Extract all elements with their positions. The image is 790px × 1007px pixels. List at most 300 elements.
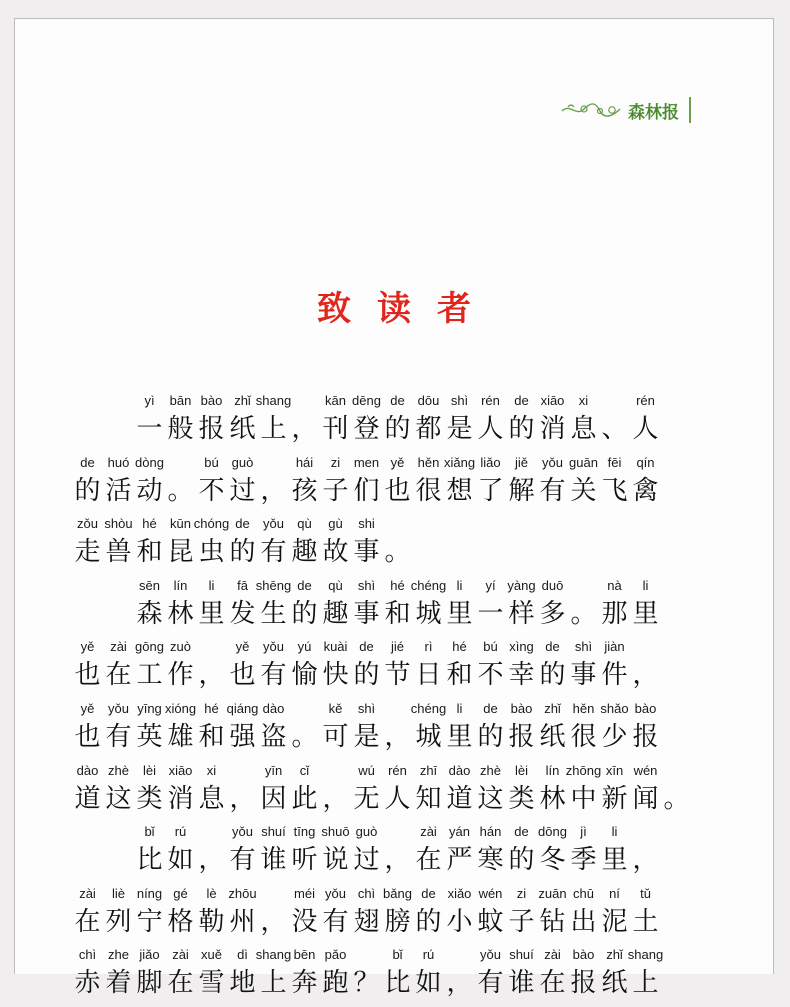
pinyin-label: de [514,393,529,408]
character-cell [630,453,661,515]
hanzi-character: 在 [167,968,194,999]
hanzi-character: 也 [74,721,101,752]
hanzi-character: 。 [291,721,318,752]
hanzi-character: 件 [601,660,628,691]
hanzi-character: 愉 [291,660,318,691]
hanzi-character: 故 [322,537,349,568]
pinyin-label: lèi [142,762,156,778]
hanzi-character: 小 [446,906,473,937]
hanzi-character: 谁 [508,968,535,999]
hanzi-character: 如 [415,968,442,999]
pinyin-label: zuò [170,639,191,655]
character-cell [320,945,351,1007]
character-cell [227,514,258,576]
hanzi-character: ， [322,783,349,814]
text-line [72,822,692,884]
character-cell [165,945,196,1007]
hanzi-character: 有 [539,475,566,506]
hanzi-character: 上 [260,414,287,444]
pinyin-label: bú [204,454,219,470]
hanzi-character: 勒 [198,906,225,937]
hanzi-character: 道 [74,783,101,814]
pinyin-label: yàng [507,577,536,593]
character-cell [506,945,537,1007]
hanzi-character: 报 [632,721,659,752]
pinyin-label: li [456,700,463,716]
character-cell [165,822,196,884]
character-cell [568,699,599,761]
pinyin-label: shǎo [600,700,629,716]
hanzi-character: ， [291,414,318,444]
character-cell [537,884,568,946]
hanzi-character: 的 [539,660,566,691]
pinyin-label: zhǐ [544,700,561,716]
pinyin-label: yǒu [325,885,346,901]
hanzi-character: 比 [384,968,411,999]
pinyin-text-body [72,391,692,1007]
hanzi-character: 有 [260,537,287,568]
pinyin-label: zài [420,824,437,840]
hanzi-character: 走 [74,537,101,568]
character-cell [103,945,134,1007]
character-cell [506,576,537,638]
hanzi-character: 着 [105,968,132,999]
character-cell [255,391,292,453]
character-cell [444,945,475,1007]
character-cell [444,761,475,823]
character-cell [134,822,165,884]
pinyin-label: zǒu [77,516,98,532]
pinyin-label: hé [390,577,405,593]
pinyin-label: zhǐ [606,947,623,963]
pinyin-label: tīng [293,824,316,840]
pinyin-label: yú [297,639,312,655]
character-cell [475,699,506,761]
pinyin-label: bào [200,393,223,408]
character-cell [382,822,413,884]
character-cell [258,761,289,823]
character-cell [568,637,599,699]
hanzi-character: 日 [415,660,442,691]
character-cell [351,514,382,576]
pinyin-label: shang [627,947,664,963]
pinyin-label: lín [173,577,188,593]
character-cell [382,637,413,699]
character-cell [227,576,258,638]
text-line [72,637,692,699]
pinyin-label: bǐ [144,824,155,840]
pinyin-label: huó [107,454,130,470]
pinyin-label: shēng [255,577,292,593]
pinyin-label: xi [578,393,589,408]
hanzi-character: 钻 [539,906,566,937]
header-title: 森林报 [628,102,679,123]
pinyin-label: li [208,577,215,593]
character-cell [258,699,289,761]
character-cell [289,637,320,699]
pinyin-label: de [545,639,560,655]
character-cell [72,514,103,576]
pinyin-label: hái [295,454,314,470]
character-cell [196,453,227,515]
hanzi-character: 。 [663,783,690,814]
character-cell [537,761,568,823]
hanzi-character: 纸 [539,721,566,752]
character-cell [72,637,103,699]
page-title: 致读者 [317,289,497,329]
character-cell [537,391,568,453]
hanzi-character: 有 [105,721,132,752]
pinyin-label: jié [390,639,404,655]
hanzi-character: 也 [74,660,101,691]
character-cell [351,822,382,884]
character-cell [227,945,258,1007]
character-cell [320,453,351,515]
character-cell [630,576,661,638]
character-cell [165,884,196,946]
hanzi-character: 是 [353,721,380,752]
pinyin-label: dì [237,947,248,963]
character-cell [134,453,165,515]
character-cell [599,453,630,515]
character-cell [568,576,599,638]
pinyin-label: men [353,454,380,470]
character-cell [258,453,289,515]
pinyin-label: zhè [108,762,129,778]
character-cell [320,699,351,761]
pinyin-label: hán [479,824,502,840]
hanzi-character: 新 [601,783,628,814]
pinyin-label: yǒu [232,824,253,840]
hanzi-character: 动 [136,475,163,506]
hanzi-character: 报 [198,414,225,444]
pinyin-label: pǎo [324,947,347,963]
pinyin-label: de [297,577,312,593]
character-cell [289,945,320,1007]
character-cell [72,945,103,1007]
character-cell [134,637,165,699]
character-cell [227,453,258,515]
pinyin-label: bào [572,947,595,963]
hanzi-character: 子 [508,906,535,937]
character-cell [537,822,568,884]
hanzi-character: 事 [353,598,380,629]
hanzi-character: 道 [446,783,473,814]
pinyin-label: bú [483,639,498,655]
pinyin-label: de [483,700,498,716]
hanzi-character: 过 [353,845,380,876]
hanzi-character: 里 [198,598,225,629]
pinyin-label: fēi [607,454,622,470]
hanzi-character: 刊 [322,414,349,444]
character-cell [382,453,413,515]
pinyin-label: chì [78,947,97,963]
pinyin-label: kě [328,700,343,716]
character-cell [351,576,382,638]
hanzi-character: 翅 [353,906,380,937]
hanzi-character: 报 [570,968,597,999]
pinyin-label: de [421,885,436,901]
hanzi-character: 脚 [136,968,163,999]
character-cell [103,884,134,946]
character-cell [258,637,289,699]
hanzi-character: 节 [384,660,411,691]
pinyin-label: bān [169,393,192,408]
pinyin-label: zuān [538,885,567,901]
character-cell [227,637,258,699]
character-cell [134,576,165,638]
character-cell [227,884,258,946]
character-cell [255,945,292,1007]
pinyin-label: dēng [352,393,381,408]
character-cell [289,391,320,453]
character-cell [289,576,320,638]
hanzi-character: 类 [508,783,535,814]
character-cell [630,391,661,453]
hanzi-character: 知 [415,783,442,814]
character-cell [289,884,320,946]
hanzi-character: 有 [477,968,504,999]
character-cell [255,576,292,638]
pinyin-label: yì [144,393,155,408]
text-line [72,453,692,515]
hanzi-character: 们 [353,475,380,506]
pinyin-label: yě [390,454,405,470]
pinyin-label: kān [325,393,346,408]
hanzi-character: 不 [477,660,504,691]
character-cell [599,884,630,946]
pinyin-label: yǒu [263,639,284,655]
hanzi-character: 纸 [601,968,628,999]
hanzi-character: 工 [136,660,163,691]
pinyin-label: yě [80,639,95,655]
pinyin-label: guān [569,454,598,470]
character-cell [444,391,475,453]
pinyin-label: zài [544,947,561,963]
hanzi-character: 出 [570,906,597,937]
pinyin-label: guò [231,454,254,470]
hanzi-character: 的 [415,906,442,937]
text-line [72,576,692,638]
character-cell [103,761,134,823]
character-cell [506,453,537,515]
hanzi-character: 。 [167,475,194,506]
hanzi-character: 不 [198,475,225,506]
pinyin-label: níng [136,885,163,901]
pinyin-label: zhōng [565,762,602,778]
hanzi-character: 没 [291,906,318,937]
pinyin-label: gù [328,516,343,532]
hanzi-character: ， [198,660,225,691]
hanzi-character: 的 [508,845,535,876]
pinyin-label: rú [174,824,187,840]
pinyin-label: xuě [201,947,222,963]
hanzi-character: 泥 [601,906,628,937]
character-cell [537,453,568,515]
hanzi-character: 过 [229,475,256,506]
hanzi-character: 在 [105,660,132,691]
character-cell [227,822,258,884]
hanzi-character: 那 [601,598,628,629]
hanzi-character: 纸 [229,414,256,444]
pinyin-label: fā [237,577,248,593]
hanzi-character: 飞 [601,475,628,506]
hanzi-character: 这 [477,783,504,814]
character-cell [165,514,196,576]
character-cell [444,699,475,761]
hanzi-character: 奔 [291,968,318,999]
hanzi-character: 生 [260,598,287,629]
character-cell [661,761,692,823]
pinyin-label: lèi [514,762,528,778]
pinyin-label: qiáng [226,700,259,716]
hanzi-character: 的 [291,598,318,629]
pinyin-label: shuí [261,824,286,840]
character-cell [258,822,289,884]
pinyin-label: rú [422,947,435,963]
character-cell [258,884,289,946]
character-cell [351,453,382,515]
character-cell [475,637,506,699]
hanzi-character: 季 [570,845,597,876]
pinyin-label: shuí [509,947,534,963]
character-cell [382,699,413,761]
pinyin-label: li [611,824,618,840]
character-cell [382,391,413,453]
pinyin-label: jiǎo [139,947,160,963]
character-cell [320,637,351,699]
character-cell [382,576,413,638]
hanzi-character: 如 [167,845,194,876]
hanzi-character: ， [446,968,473,999]
character-cell [382,945,413,1007]
character-cell [568,453,599,515]
pinyin-label: qù [297,516,312,532]
hanzi-character: 林 [167,598,194,629]
hanzi-character: 一 [477,598,504,629]
pinyin-label: de [235,516,250,532]
hanzi-character: 有 [260,660,287,691]
pinyin-label: wú [358,762,375,778]
pinyin-label: bào [634,700,657,716]
pinyin-label: wén [633,762,658,778]
character-cell [413,453,444,515]
character-cell [72,453,103,515]
hanzi-character: 在 [539,968,566,999]
hanzi-character: 严 [446,845,473,876]
pinyin-label: zhōu [228,885,257,901]
hanzi-character: 盗 [260,721,287,752]
hanzi-character: 虫 [198,537,225,568]
pinyin-label: liǎo [480,454,501,470]
character-cell [134,945,165,1007]
hanzi-character: 人 [384,783,411,814]
hanzi-character: 的 [477,721,504,752]
text-line [72,884,692,946]
character-cell [444,576,475,638]
pinyin-label: guò [355,824,378,840]
hanzi-character: 人 [632,414,659,444]
character-cell [599,822,630,884]
character-cell [196,822,227,884]
hanzi-character: 这 [105,783,132,814]
hanzi-character: 上 [632,968,659,999]
pinyin-label: shang [255,947,292,963]
pinyin-label: yǒu [542,454,563,470]
character-cell [351,945,382,1007]
hanzi-character: ？ [353,968,380,999]
character-cell [599,637,630,699]
character-cell [103,637,134,699]
character-cell [72,699,103,761]
text-line [72,761,692,823]
hanzi-character: 城 [415,598,442,629]
pinyin-label: zhe [108,947,129,963]
hanzi-character: ， [260,906,287,937]
character-cell [320,514,351,576]
pinyin-label: bào [510,700,533,716]
pinyin-label: shì [574,639,593,655]
hanzi-character: 息 [198,783,225,814]
hanzi-character: 林 [539,783,566,814]
character-cell [630,884,661,946]
pinyin-label: xìng [509,639,534,655]
hanzi-character: 少 [601,721,628,752]
character-cell [196,391,227,453]
character-cell [289,699,320,761]
hanzi-character: 在 [415,845,442,876]
pinyin-label: kūn [170,516,191,532]
hanzi-character: 有 [322,906,349,937]
character-cell [599,945,630,1007]
hanzi-character: ， [632,660,659,691]
character-cell [351,699,382,761]
character-cell [382,514,413,576]
character-cell [599,761,630,823]
hanzi-character: 雄 [167,721,194,752]
pinyin-label: yě [235,639,250,655]
hanzi-character: ， [632,845,659,876]
hanzi-character: 森 [136,598,163,629]
character-cell [413,822,444,884]
pinyin-label: yīng [137,700,162,716]
pinyin-label: yǒu [108,700,129,716]
hanzi-character: 般 [167,414,194,444]
character-cell [289,514,320,576]
character-cell [565,761,602,823]
pinyin-label: méi [294,885,315,901]
pinyin-label: cǐ [299,762,310,778]
pinyin-label: xi [206,762,217,778]
pinyin-label: shi [358,516,375,532]
character-cell [475,945,506,1007]
character-cell [72,884,103,946]
hanzi-character: ， [260,475,287,506]
pinyin-label: bǐ [392,947,403,963]
pinyin-label: gōng [135,639,164,655]
character-cell [506,699,537,761]
character-cell [382,761,413,823]
hanzi-character: 人 [477,414,504,444]
hanzi-character: ， [229,783,256,814]
hanzi-character: 上 [260,968,287,999]
hanzi-character: 是 [446,414,473,444]
character-cell [227,391,258,453]
pinyin-label: chì [357,885,376,901]
character-cell [134,391,165,453]
character-cell [382,884,413,946]
character-cell [444,637,475,699]
